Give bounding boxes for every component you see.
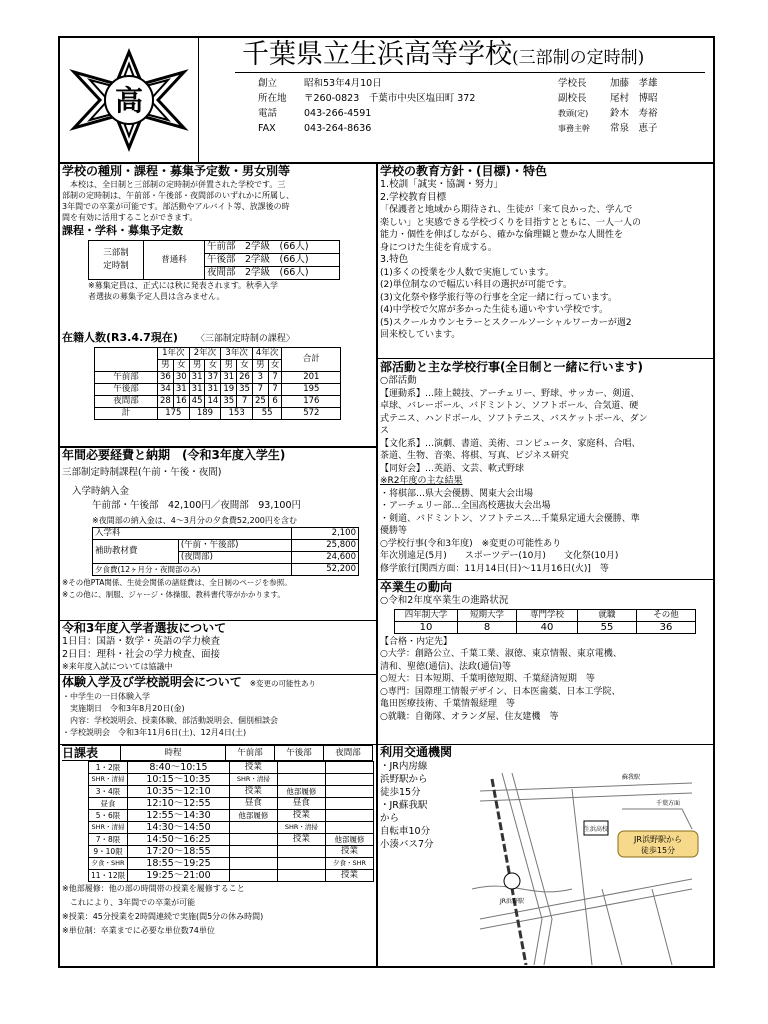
section-graduates: 卒業生の動向 ○令和2年度卒業生の進路状況 四年制大学 短期大学 専門学校 就職 その他 10 8 40 55 36 【合格・内定先】 ○大学：創路公立、千葉工業、淑徳、東京情報、東京電機、 清和、聖徳(通信)、法政(通信)等 ○短大：日本短期、千葉明徳短期、千葉経済短期 等 ○専門：国際理工情報デザイン、日本医歯薬、日本工学院、 亀田医療技術、千葉情報経理 等 ○就職：自衛隊、オランダ屋、住友建機 等 (380, 580, 711, 743)
section-fees: 年間必要経費と納期 (令和3年度入学生) 三部制定時制課程(午前・午後・夜間) 入学時納入金 午前部・午後部 42,100円／夜間部 93,100円 ※夜間部の納入金は、4～3月分の夕食費52,200円を含む 入学料 2,100 補助教材費 (午前・午後部) 25,800 (夜間部) 24,600 夕食費(12ヶ月分・夜間部のみ) 52,200 ※その他PTA関係、生徒会関係の諸経費は、全日制のページを参照。 ※この他に、制服、ジャージ・体操服、教科書代等がかかります。 (62, 448, 374, 622)
school-logo (68, 48, 190, 152)
table-row: SHR・清掃 10:15～10:35 SHR・清掃 (89, 774, 374, 786)
map-soga: 蘇我駅 (622, 774, 641, 781)
table-row: 補助教材費 (午前・午後部) 25,800 (93, 539, 359, 551)
table-row: 夕食費(12ヶ月分・夜間部のみ) 52,200 (93, 563, 359, 575)
table-row: 1・2限 8:40～10:15 授業 (89, 762, 374, 774)
table-row: (夜間部) 24,600 (93, 551, 359, 563)
map-station: JR浜野駅 (500, 898, 524, 905)
table-row: 5・6限 12:55～14:30 他部履修 授業 (89, 810, 374, 822)
svg-text:徒歩15分: 徒歩15分 (640, 846, 676, 855)
graduates-title: 卒業生の動向 (380, 580, 453, 594)
map-station-marker (504, 873, 520, 889)
table-row: 昼食 12:10～12:55 昼食 昼食 (89, 798, 374, 810)
table-row: 10 8 40 55 36 (395, 621, 696, 633)
table-row: 午後部 34 31 31 31 19 35 7 7 195 (95, 384, 341, 396)
map-callout (618, 831, 698, 857)
table-row: SHR・清掃 14:30～14:50 SHR・清掃 (89, 822, 374, 834)
school-staff: 学校長 加藤 孝雄 副校長 尾村 博昭 教頭(定) 鈴木 寿裕 事務主幹 常泉 恵子 (558, 78, 658, 134)
table-row: 入学料 2,100 (93, 527, 359, 539)
table-row: 夜間部 28 16 45 14 35 7 25 6 176 (95, 396, 341, 408)
section-trial: 体験入学及び学校説明会について ※変更の可能性あり ・中学生の一日体験入学 実施期日 令和3年8月20日(金) 内容：学校説明会、授業体験、部活動説明会、個別相談会 ・学校説明会 令和3年11月6日(土)、12月4日(土) (62, 675, 317, 737)
school-info: 創立 昭和53年4月10日 所在地 〒260-0823 千葉市中央区塩田町 372 電話 043-266-4591 FAX 043-264-8636 (258, 78, 476, 134)
section-policy: 学校の教育方針・(目標)・特色 1.校訓「誠実・協調・努力」 2.学校教育目標 「保護者と地域から期待され、生徒が「来て良かった、学んで 楽しい」と実感できる学校づくりを目指すとともに、一人一人の 能力・個性を伸ばしながら、確かな倫理観と豊かな人間性を 身につけた生徒を育成する。 3.特色 (1)多くの授業を少人数で実施しています。 (2)単位制なので幅広い科目の選択が可能です。 (3)文化祭や修学旅行等の行事を全定一緒に行っています。 (4)中学校で欠席が多かった生徒も通いやすい学校です。 (5)スクールカウンセラーとスクールソーシャルワーカーが週2 回来校しています。 (380, 164, 711, 356)
policy-title: 学校の教育方針・(目標)・特色 (380, 164, 547, 178)
table-row: 計 175 189 153 55 572 (95, 408, 341, 420)
section-clubs: 部活動と主な学校行事(全日制と一緒に行います) ○部活動 【運動系】…陸上競技、アーチェリー、野球、サッカー、剣道、 卓球、バレーボール、バドミントン、ソフトボール、合気道、硬 式テニス、ハンドボール、ソフトテニス、バスケットボール、ダン ス 【文化系】…演劇、書道、美術、コンピュータ、家庭科、合唱、 茶道、生物、音楽、将棋、写真、ビジネス研究 【同好会】…英語、文芸、軟式野球 ※R2年度の主な結果 ・将棋部…県大会優勝、関東大会出場 ・アーチェリー部…全国高校選抜大会出場 ・剣道、バドミントン、ソフトテニス…千葉県定通大会優勝、準 優勝等 ○学校行事(令和3年度) ※変更の可能性あり 年次別遠足(5月) スポーツデー(10月) 文化祭(10月) 修学旅行[関西方面：11月14日(日)～11月16日(火)] 等 (380, 359, 711, 575)
map-chiba: 千葉方面 (656, 800, 681, 807)
table-row: 3・4限 10:35～12:10 授業 他部履修 (89, 786, 374, 798)
school-name: 千葉県立生浜高等学校 (242, 39, 512, 70)
table-row: 7・8限 14:50～16:25 授業 他部履修 (89, 834, 374, 846)
map-school (584, 821, 609, 835)
types-title: 学校の種別・課程・募集予定数・男女別等 (62, 164, 291, 178)
trial-note: ※変更の可能性あり (249, 679, 317, 688)
clubs-title: 部活動と主な学校行事(全日制と一緒に行います) (380, 360, 643, 374)
course-table: 三部制 定時制 普通科 午前部 2学級 (66人) 午後部 2学級 (66人) 夜間部 2学級 (66人) (88, 240, 340, 280)
section-selection: 令和3年度入学者選抜について 1日目：国語・数学・英語の学力検査 2日目：理科・社会の学力検査、面接 ※来年度入試については協議中 (62, 621, 374, 673)
table-row: 午前部 36 30 31 37 31 26 3 7 201 (95, 372, 341, 384)
fees-table (92, 527, 359, 576)
timetable-table: 日課表 時程 午前部 午後部 夜間部 (62, 745, 373, 761)
types-subtitle: 課程・学科・募集予定数 (62, 224, 183, 237)
section-timetable: 日課表 時程 午前部 午後部 夜間部 1・2限 8:40～10:15 授業 SHR・清掃 10:15～10:35 SHR・清掃 3・4限 10:35～12:10 授業 他部履修 昼食 12:10～12:55 昼食 昼食 5・6限 12:55～14:30 他部履修 授業 SHR・清掃 14:30～14:50 SHR・清掃 7・8限 14:50～16:25 授業 他部履修 9・10限 17:20～18:55 授業 夕食・SHR 18:55～19:25 夕食・SHR 11・12限 19:25～21:00 授業 ※他部履修：他の部の時間帯の授業を履修すること これにより、3年間での卒業が可能 ※授業：45分授業を2時間連続で実施(間5分の休み時間) ※単位制：卒業までに必要な単位数74単位 (62, 745, 374, 967)
enrollment-title: 在籍人数(R3.4.7現在) (62, 331, 178, 344)
fees-title: 年間必要経費と納期 (令和3年度入学生) (62, 448, 286, 462)
logo-char: 高 (114, 84, 144, 117)
trial-title: 体験入学及び学校説明会について (62, 675, 242, 689)
svg-text:JR浜野駅から: JR浜野駅から (634, 835, 682, 844)
selection-title: 令和3年度入学者選抜について (62, 621, 227, 635)
graduates-table: 四年制大学 短期大学 専門学校 就職 その他 10 8 40 55 36 (394, 609, 696, 634)
table-row: 9・10限 17:20～18:55 授業 (89, 846, 374, 858)
table-row: 11・12限 19:25～21:00 授業 (89, 870, 374, 882)
section-enrollment (62, 330, 374, 444)
school-subtitle: (三部制の定時制) (512, 48, 645, 68)
header (60, 38, 713, 162)
enrollment-subtitle: 〈三部制定時制の課程〉 (195, 334, 295, 344)
section-types: 学校の種別・課程・募集予定数・男女別等 本校は、全日制と三部制の定時制が併置された学校です。三 部制の定時制は、午前部・午後部・夜間部のいずれかに所属し、 3年間での卒業が可能です。部活動やアルバイト等、放課後の時 間を有効に活用することができます。 課程・学科・募集予定数 三部制 定時制 普通科 午前部 2学級 (66人) 午後部 2学級 (66人) 夜間部 2学級 (66人) ※募集定員は、正式には秋に発表されます。秋季入学 者選抜の募集予定人員は含みません。 (62, 164, 374, 364)
table-row: 夕食・SHR 18:55～19:25 夕食・SHR (89, 858, 374, 870)
svg-text:生浜高校: 生浜高校 (583, 826, 609, 833)
enrollment-table: 1年次 2年次 3年次 4年次 合計 男 女 男 女 男 女 男 女 午前部 36 30 31 37 31 26 3 7 201 午後部 34 31 31 31 19 35 7 7 195 夜間部 28 16 45 14 35 7 25 6 176 計 175 189 153 55 572 (94, 347, 341, 420)
access-map (472, 769, 700, 965)
timetable-body (88, 761, 374, 882)
section-access: 利用交通機関 ・JR内房線 浜野駅から 徒歩15分 ・JR蘇我駅 から 自転車10分 小湊バス7分 生浜高校 JR浜野駅 蘇我駅 千葉方面 JR浜野駅から 徒歩15分 (380, 745, 711, 967)
access-title: 利用交通機関 (380, 745, 453, 759)
school-info-sheet (58, 36, 715, 968)
